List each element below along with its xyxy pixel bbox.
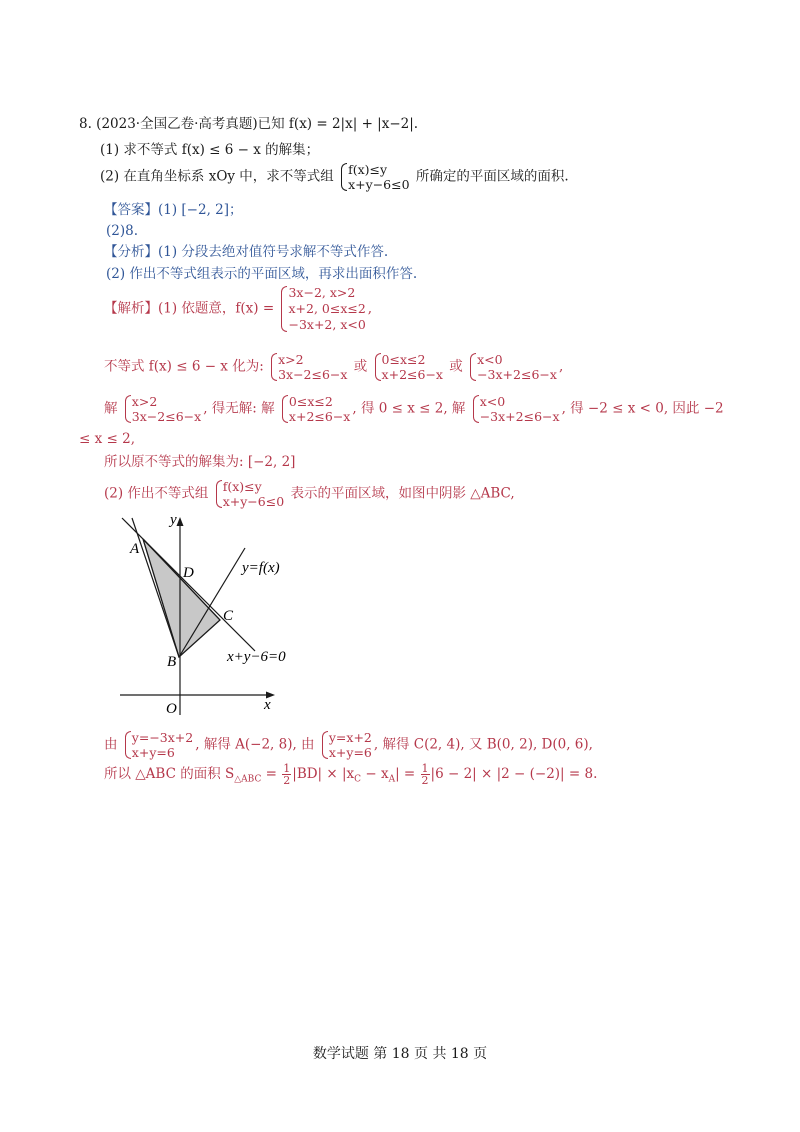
label-origin: O xyxy=(166,701,177,717)
solve-system-2: 0≤x≤2 x+2≤6−x xyxy=(281,394,350,424)
label-x: x xyxy=(264,697,271,713)
problem-header: 8. (2023·全国乙卷·高考真题)已知 f(x) = 2|x| + |x−2|. xyxy=(79,116,419,132)
solve-system-3: x<0 −3x+2≤6−x xyxy=(472,394,560,424)
region-figure xyxy=(110,508,330,723)
intersection-system-a: y=−3x+2 x+y=6 xyxy=(124,730,193,760)
answer-label: 【答案】 xyxy=(104,202,158,218)
case-system-1: x>2 3x−2≤6−x xyxy=(270,352,347,382)
answer-line2: (2)8. xyxy=(106,223,139,239)
problem-part2-post: 所确定的平面区域的面积. xyxy=(415,168,569,185)
solution-line2: 不等式 f(x) ≤ 6 − x 化为: x>2 3x−2≤6−x 或 0≤x≤2 x+2≤6−x 或 x<0 −3x+2≤6−x , xyxy=(104,352,564,382)
solution-line1: 【解析】(1) 依题意，f(x) = 3x−2, x>2 x+2, 0≤x≤2 −3x+2, x<0 , xyxy=(104,285,373,332)
fraction-one-half-2: $\frac{1}{2}$ xyxy=(421,762,429,787)
label-line: x+y−6=0 xyxy=(227,649,286,665)
solution-label: 【解析】 xyxy=(104,300,158,317)
shaded-triangle-abc xyxy=(143,539,220,657)
answer-line1: 【答案】(1) [−2, 2]； xyxy=(104,202,243,218)
problem-part2-pre: (2) 在直角坐标系 xOy 中，求不等式组 xyxy=(100,168,334,185)
label-point-b: B xyxy=(167,654,177,670)
label-curve: y=f(x) xyxy=(242,560,280,576)
intersection-system-c: y=x+2 x+y=6 xyxy=(321,730,372,760)
case-system-2: 0≤x≤2 x+2≤6−x xyxy=(374,352,443,382)
problem-part1: (1) 求不等式 f(x) ≤ 6 − x 的解集； xyxy=(100,142,320,158)
region-system: f(x)≤y x+y−6≤0 xyxy=(215,479,284,509)
solve-system-1: x>2 3x−2≤6−x xyxy=(124,394,201,424)
solution-line8: 所以 △ABC 的面积 $S_{\triangle ABC}$ = $\frac{1}{2}$ $|BD| \times |x_C - x_A|$ = $\frac{1}{2}$ |6 − 2| × |2 − (−2)| = 8. xyxy=(104,762,598,787)
solution-line5: 所以原不等式的解集为: [−2, 2] xyxy=(104,454,296,470)
case-system-3: x<0 −3x+2≤6−x xyxy=(469,352,557,382)
label-point-a: A xyxy=(130,541,140,557)
y-axis-arrow-icon xyxy=(177,517,184,526)
analysis-label: 【分析】 xyxy=(104,244,158,260)
problem-part2 xyxy=(100,162,569,192)
analysis-line2: (2) 作出不等式组表示的平面区域，再求出面积作答. xyxy=(106,266,418,282)
label-point-c: C xyxy=(223,608,234,624)
solution-line3: 解 x>2 3x−2≤6−x , 得无解: 解 0≤x≤2 x+2≤6−x , 得 0 ≤ x ≤ 2, 解 x<0 −3x+2≤6−x , 得 −2 ≤ x < 0, 因此 −2 xyxy=(104,394,724,424)
solution-line6: (2) 作出不等式组 f(x)≤y x+y−6≤0 表示的平面区域，如图中阴影 △ABC, xyxy=(104,479,515,509)
piecewise-definition: 3x−2, x>2 x+2, 0≤x≤2 −3x+2, x<0 xyxy=(280,285,365,333)
label-point-d: D xyxy=(183,565,194,581)
page-footer: 数学试题 第 18 页 共 18 页 xyxy=(312,1046,488,1062)
label-y: y xyxy=(170,512,177,528)
fraction-one-half: $\frac{1}{2}$ xyxy=(283,762,291,787)
analysis-line1: 【分析】(1) 分段去绝对值符号求解不等式作答. xyxy=(104,244,389,260)
problem-part2-system: f(x)≤y x+y−6≤0 xyxy=(340,162,409,192)
solution-line4: ≤ x ≤ 2, xyxy=(79,431,135,447)
solution-line7: 由 y=−3x+2 x+y=6 , 解得 A(−2, 8), 由 y=x+2 x+y=6 , 解得 C(2, 4), 又 B(0, 2), D(0, 6), xyxy=(104,730,593,760)
